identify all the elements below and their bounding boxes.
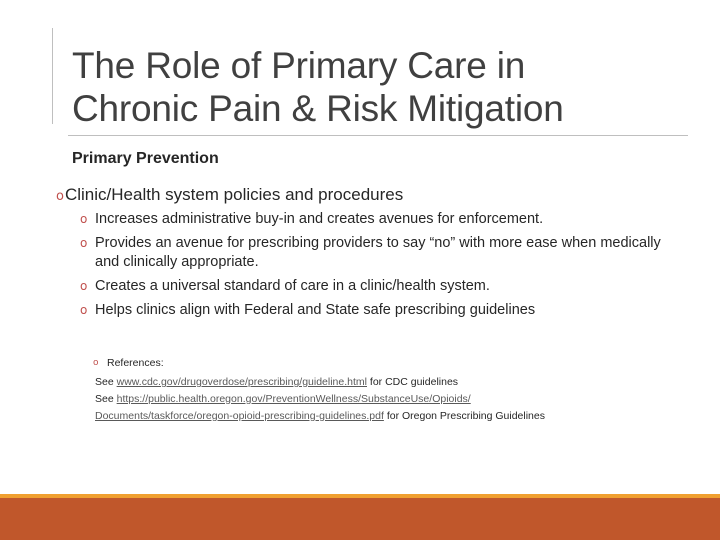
bullet-marker-icon: o	[56, 189, 64, 204]
oregon-guideline-link-part-2[interactable]: Documents/taskforce/oregon-opioid-prescribing-guidelines.pdf	[95, 410, 384, 422]
references-block	[95, 355, 695, 425]
bullet-marker-icon: o	[80, 236, 88, 250]
reference-oregon	[95, 391, 695, 425]
section-heading: Primary Prevention	[72, 150, 219, 167]
main-bullet-text: Clinic/Health system policies and procedures	[64, 185, 404, 204]
list-item	[80, 210, 670, 229]
cdc-guideline-link[interactable]: www.cdc.gov/drugoverdose/prescribing/guideline.html	[116, 376, 367, 388]
references-label: References:	[107, 357, 164, 369]
list-item	[80, 301, 670, 320]
footer-bar	[0, 498, 720, 540]
sub-bullet-text: Creates a universal standard of care in a clinic/health system.	[95, 278, 490, 294]
reference-suffix: for Oregon Prescribing Guidelines	[383, 410, 545, 422]
left-accent-rule	[52, 28, 53, 124]
reference-prefix: See	[95, 393, 117, 405]
title-divider	[68, 135, 688, 136]
sub-bullet-text: Increases administrative buy-in and creates avenues for enforcement.	[95, 211, 544, 227]
oregon-guideline-link-part-1[interactable]: https://public.health.oregon.gov/PreventionWellness/SubstanceUse/Opioids/	[116, 393, 471, 405]
list-item	[80, 234, 670, 272]
bullet-marker-icon: o	[80, 279, 88, 293]
title-line-2: Chronic Pain & Risk Mitigation	[72, 88, 564, 129]
title-line-1: The Role of Primary Care in	[72, 45, 526, 86]
bullet-marker-icon: o	[93, 358, 99, 368]
main-bullet	[56, 185, 403, 205]
sub-bullet-text: Helps clinics align with Federal and State safe prescribing guidelines	[95, 302, 536, 318]
bullet-marker-icon: o	[80, 212, 88, 226]
sub-bullet-text: Provides an avenue for prescribing providers to say “no” with more ease when medically and clinically appropriate.	[95, 235, 661, 270]
references-label-row	[93, 355, 695, 372]
sub-bullet-list	[80, 210, 670, 325]
reference-cdc	[95, 374, 695, 391]
reference-suffix: for CDC guidelines	[367, 376, 459, 388]
bullet-marker-icon: o	[80, 303, 88, 317]
reference-prefix: See	[95, 376, 117, 388]
list-item	[80, 277, 670, 296]
slide-title	[72, 44, 672, 130]
